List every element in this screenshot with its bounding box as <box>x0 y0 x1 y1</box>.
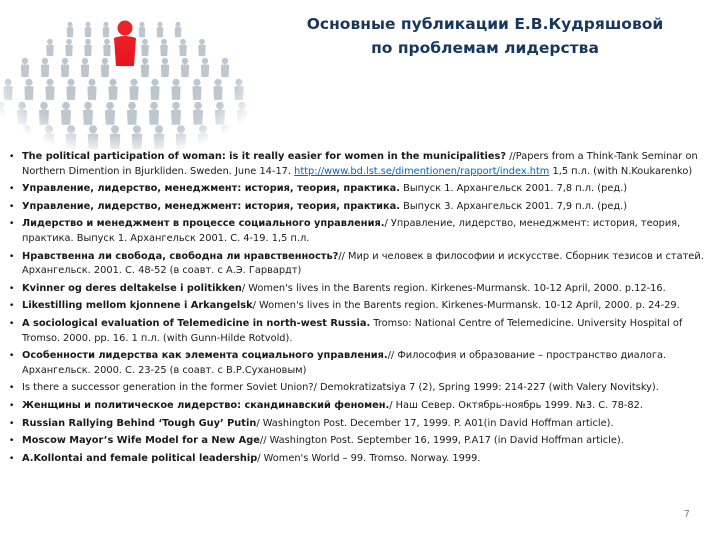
publication-title: Kvinner og deres deltakelse i politikken <box>22 282 242 294</box>
bullet-icon: • <box>9 152 15 162</box>
publication-title: Лидерство и менеджмент в процессе социального управления. <box>22 218 385 230</box>
publication-title: Управление, лидерство, менеджмент: история, теория, практика. <box>22 200 400 212</box>
publication-item <box>6 452 706 467</box>
publication-details: / Women's World – 99. Tromso. Norway. 1999. <box>257 452 481 464</box>
title-line-2: по проблемам лидерства <box>371 39 599 57</box>
publication-title: Russian Rallying Behind ‘Tough Guy’ Putin <box>22 417 257 429</box>
publication-item <box>6 434 706 449</box>
crowd-with-leader-icon <box>0 0 250 150</box>
page-number: 7 <box>683 509 690 520</box>
publication-item <box>6 200 706 215</box>
publication-title: Moscow Mayor’s Wife Model for a New Age <box>22 435 260 447</box>
publication-item <box>6 217 706 246</box>
publication-item <box>6 182 706 197</box>
bullet-icon: • <box>9 400 15 411</box>
title-line-1: Основные публикации Е.В.Кудряшовой <box>306 15 664 33</box>
publication-title: Likestilling mellom kjonnene i Arkangelsk <box>22 300 253 312</box>
publication-item <box>6 349 706 378</box>
publication-details: // Washington Post. September 16, 1999, P.A17 (in David Hoffman article). <box>259 435 624 447</box>
publication-title: Управление, лидерство, менеджмент: история, теория, практика. <box>22 183 400 195</box>
bullet-icon: • <box>9 351 15 362</box>
publications-list <box>6 150 706 469</box>
publication-details: Выпуск 1. Архангельск 2001. 7,8 п.л. (ред.) <box>400 183 628 195</box>
publication-item <box>6 250 706 279</box>
bullet-icon: • <box>9 383 15 394</box>
bullet-icon: • <box>9 219 15 230</box>
publication-details: / Наш Север. Октябрь-ноябрь 1999. №3. С. 78-82. <box>389 399 643 411</box>
bullet-icon: • <box>9 201 15 212</box>
publication-title: The political participation of woman: is it really easier for women in the municipalities? <box>22 151 507 162</box>
publication-item <box>6 381 706 396</box>
publication-title: Женщины и политическое лидерство: скандинавский феномен. <box>22 399 390 411</box>
publication-item <box>6 282 706 297</box>
publication-title: A sociological evaluation of Telemedicine in north-west Russia. <box>22 317 371 329</box>
publication-details: / Washington Post. December 17, 1999. P. A01(in David Hoffman article). <box>256 417 614 429</box>
bullet-icon: • <box>9 453 15 464</box>
publication-item <box>6 417 706 432</box>
bullet-icon: • <box>9 184 15 195</box>
publication-title: Нравственна ли свобода, свободна ли нравственность? <box>22 250 339 262</box>
publication-item <box>6 150 706 179</box>
publication-item <box>6 299 706 314</box>
publication-details: Is there a successor generation in the former Soviet Union?/ Demokratizatsiya 7 (2), Spring 1999: 214-227 (with Valery Novitsky). <box>22 382 659 394</box>
publication-details: / Women's lives in the Barents region. Kirkenes-Murmansk. 10-12 April, 2000. p.12-16. <box>241 282 666 294</box>
bullet-icon: • <box>9 301 15 312</box>
publication-details: / Управление, лидерство, менеджмент: история, теория, практика. Выпуск 1. Архангельск 2001. С. 4-19. 1,5 п.л. <box>22 218 681 244</box>
publication-details: // Философия и образование – пространство диалога. Архангельск. 2000. С. 23-25 (в соавт. с В.Р.Сухановым) <box>22 350 667 376</box>
page-title <box>250 12 720 60</box>
bullet-icon: • <box>9 418 15 429</box>
publication-title: A.Kollontai and female political leadership <box>22 452 258 464</box>
publication-title: Особенности лидерства как элемента социального управления. <box>22 350 388 362</box>
publication-details: //Papers from a Think-Tank Seminar on Northern Dimention in Bjurkliden. Sweden. June 14-17. <box>22 151 698 177</box>
publication-link[interactable]: http://www.bd.lst.se/dimentionen/rapport/index.htm <box>294 165 550 177</box>
bullet-icon: • <box>9 251 15 262</box>
publication-details: // Мир и человек в философии и искусстве. Сборник тезисов и статей. Архангельск. 2001. С. 48-52 (в соавт. с А.Э. Гарвардт) <box>22 250 704 277</box>
publication-details: Tromso: National Centre of Telemedicine. University Hospital of Tromso. 2000. pp. 16. 1 п.л. (with Gunn-Hilde Rotvold). <box>22 317 683 344</box>
bullet-icon: • <box>9 283 15 294</box>
publication-details: / Women's lives in the Barents region. Kirkenes-Murmansk. 10-12 April, 2000. p. 24-29. <box>252 300 680 312</box>
publication-details-after-link: 1,5 п.л. (with N.Koukarenko) <box>549 165 693 177</box>
bullet-icon: • <box>9 436 15 447</box>
publication-item <box>6 399 706 414</box>
bullet-icon: • <box>9 318 15 329</box>
publication-details: Выпуск 3. Архангельск 2001. 7,9 п.л. (ред.) <box>400 200 628 212</box>
publication-item <box>6 317 706 346</box>
